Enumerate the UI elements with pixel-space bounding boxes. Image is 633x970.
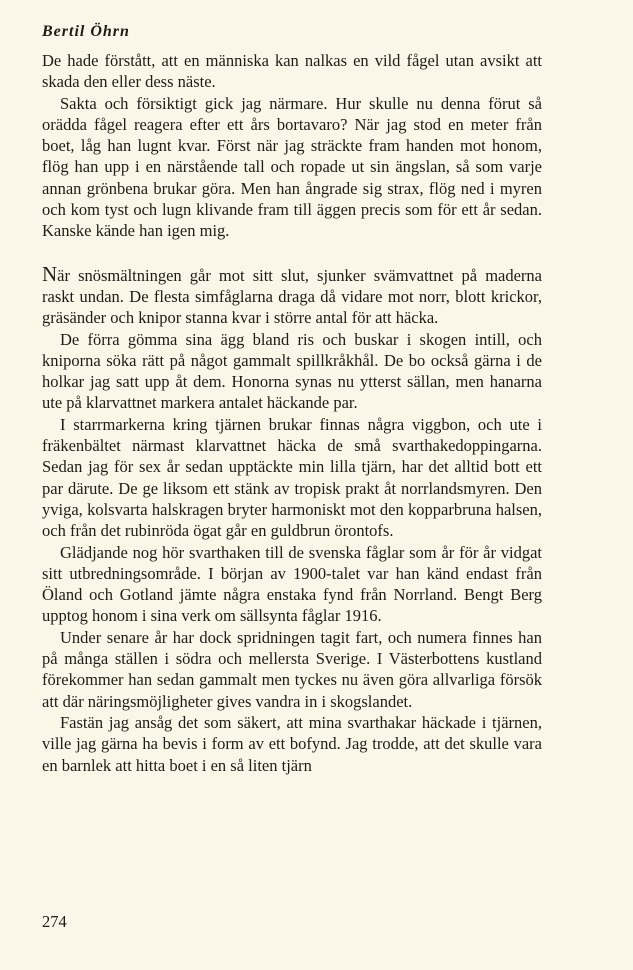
paragraph: Fastän jag ansåg det som säkert, att mina svarthakar häckade i tjärnen, ville jag gärna ha bevis i form av ett bofynd. Jag trodde, att det skulle vara en barnlek att hitta boet i en så liten tjärn xyxy=(42,712,542,775)
running-header: Bertil Öhrn xyxy=(42,23,130,40)
paragraph: De hade förstått, att en människa kan nalkas en vild fågel utan avsikt att skada den eller dess näste. xyxy=(42,51,542,92)
page-body xyxy=(42,22,542,776)
paragraph: I starrmarkerna kring tjärnen brukar finnas några viggbon, och ute i fräkenbältet närmast klarvattnet häcka de små svarthakedoppingarna. Sedan jag för sex år sedan upptäckte min lilla tjärn, har det alltid bott ett par därute. De ge liksom ett stänk av tropisk prakt åt norrlandsmyren. Den yviga, kolsvarta halskragen bryter harmoniskt mot den kopparbruna halsen, och från det rubinröda ögat går en guldbrun örontofs. xyxy=(42,414,542,541)
page-number: 274 xyxy=(42,912,67,931)
paragraph: Glädjande nog hör svarthaken till de svenska fåglar som år för år vidgat sitt utbredningsområde. I början av 1900-talet var han känd endast från Öland och Gotland jämte några enstaka fynd från Norrland. Bengt Berg upptog honom i sina verk om sällsynta fåglar 1916. xyxy=(42,542,542,626)
paragraph: De förra gömma sina ägg bland ris och buskar i skogen intill, och kniporna söka rätt på något gammalt spillkråkhål. De bo också gärna i de holkar jag satt upp åt dem. Honorna synas nu ytterst sällan, men hanarna ute på klarvattnet markera antalet häckande par. xyxy=(42,329,542,413)
section-opening-paragraph xyxy=(42,261,542,329)
section-opening-text: är snösmältningen går mot sitt slut, sjunker svämvattnet på maderna raskt undan. De flesta simfåglarna draga då vidare mot norr, blott krickor, gräsänder och knipor stanna kvar i större antal för att häcka. xyxy=(42,265,542,328)
paragraph: Sakta och försiktigt gick jag närmare. Hur skulle nu denna förut så orädda fågel reagera efter ett års bortavaro? När jag stod en meter från boet, låg han lugnt kvar. Först när jag sträckte fram handen mot honom, flög han upp i en närstående tall och ropade ut sin ängslan, så som varje annan grönbena brukar göra. Men han ångrade sig strax, flög ned i myren och kom tyst och lugn klivande fram till äggen precis som för ett år sedan. Kanske kände han igen mig. xyxy=(42,93,542,241)
drop-initial: N xyxy=(42,261,58,286)
paragraph: Under senare år har dock spridningen tagit fart, och numera finnes han på många ställen i södra och mellersta Sverige. I Västerbottens kustland förekommer han sedan gammalt men tyckes nu även göra allvarliga försök att där näringsmöjligheter gives vandra in i skogslandet. xyxy=(42,627,542,711)
